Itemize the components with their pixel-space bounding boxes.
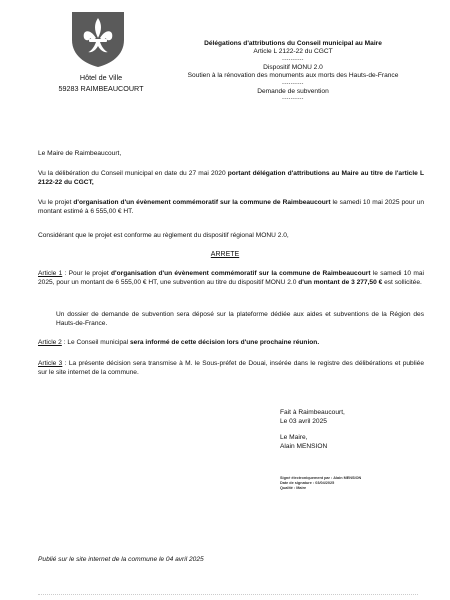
- header-separator: ----------: [282, 80, 304, 87]
- header-demande: Demande de subvention: [257, 87, 329, 95]
- article-2-text: : Le Conseil municipal: [61, 339, 130, 346]
- vu2-text-end: le samedi 10 mai 2025 pour un montant estimé à 6 555,00 € HT.: [38, 199, 425, 215]
- article-3-text: : La présente décision sera transmise à M. le Sous-préfet de Douai, insérée dans le registre des délibérations et publiée sur le site internet de la commune.: [38, 360, 424, 376]
- signature-date: Le 03 avril 2025: [280, 417, 327, 425]
- article-3-label: Article 3: [38, 360, 63, 367]
- town-hall-label: Hôtel de Ville: [79, 73, 123, 82]
- article-1: [38, 270, 424, 287]
- fleur-de-lis-crest-icon: [70, 10, 126, 68]
- vu2-text: Vu le projet: [38, 199, 74, 206]
- article-1-label: Article 1: [38, 270, 63, 277]
- header-separator: ----------: [282, 96, 304, 103]
- vu1-bold: portant délégation d'attributions au Maire au titre de l'article L 2122-22 du CGCT,: [38, 170, 424, 186]
- town-hall-address: [46, 72, 156, 94]
- publication-note: Publié sur le site internet de la commune le 04 avril 2025: [38, 556, 204, 563]
- article-2-label: Article 2: [38, 339, 62, 346]
- header-soutien: Soutien à la rénovation des monuments aux morts des Hauts-de-France: [187, 72, 399, 80]
- signature-block: [280, 409, 430, 451]
- article-3: [38, 360, 424, 377]
- article-1-text-3: est sollicitée.: [382, 278, 422, 286]
- header-title: Délégations d'attributions du Conseil municipal au Maire: [204, 40, 382, 47]
- document-header: [178, 40, 408, 103]
- article-2-bold: sera informé de cette décision lors d'une prochaine réunion.: [130, 339, 320, 346]
- article-1-text: : Pour le projet: [62, 270, 112, 277]
- esign-quality: Qualité : Maire: [280, 486, 307, 490]
- signature-name: Alain MENSION: [280, 442, 328, 450]
- arrete-heading: ARRETE: [210, 251, 240, 258]
- electronic-signature: [280, 476, 430, 491]
- vu2-bold: d'organisation d'un évènement commémoratif sur la commune de Raimbeaucourt: [73, 199, 331, 206]
- signature-place: Fait à Raimbeaucourt,: [280, 409, 345, 416]
- greeting: Le Maire de Raimbeaucourt,: [38, 150, 122, 157]
- header-dispositif: Dispositif MONU 2.0: [263, 63, 323, 71]
- article-1-amount: d'un montant de 3 277,50 €: [298, 278, 383, 286]
- article-1-text-2: le samedi 10 mai 2025, pour un montant de 6 555,00 € HT, une subvention au titre du dispositif MONU 2.0: [38, 270, 424, 286]
- vu1-text: Vu la délibération du Conseil municipal en date du 27 mai 2020: [38, 170, 228, 177]
- header-separator: ----------: [282, 56, 304, 63]
- esign-date: Date de signature : 03/04/2025: [280, 481, 335, 485]
- article-1-bold: d'organisation d'un évènement commémoratif sur la commune de Raimbeaucourt: [111, 270, 371, 277]
- esign-signer: Signé électroniquement par : Alain MENSION: [280, 476, 362, 480]
- article-2: [38, 339, 424, 348]
- town-postcode: 59283 RAIMBEAUCOURT: [58, 84, 144, 93]
- signature-role: Le Maire,: [280, 434, 308, 442]
- footer-divider: [38, 594, 418, 598]
- vu-deliberation: [38, 170, 424, 187]
- article-1-paragraph-2: Un dossier de demande de subvention sera déposé sur la plateforme dédiée aux aides et subventions de la Région des Hauts-de-France.: [56, 311, 424, 327]
- vu-projet: [38, 199, 424, 216]
- header-article: Article L 2122-22 du CGCT: [253, 48, 333, 56]
- considerant: Considérant que le projet est conforme au règlement du dispositif régional MONU 2.0,: [38, 232, 289, 239]
